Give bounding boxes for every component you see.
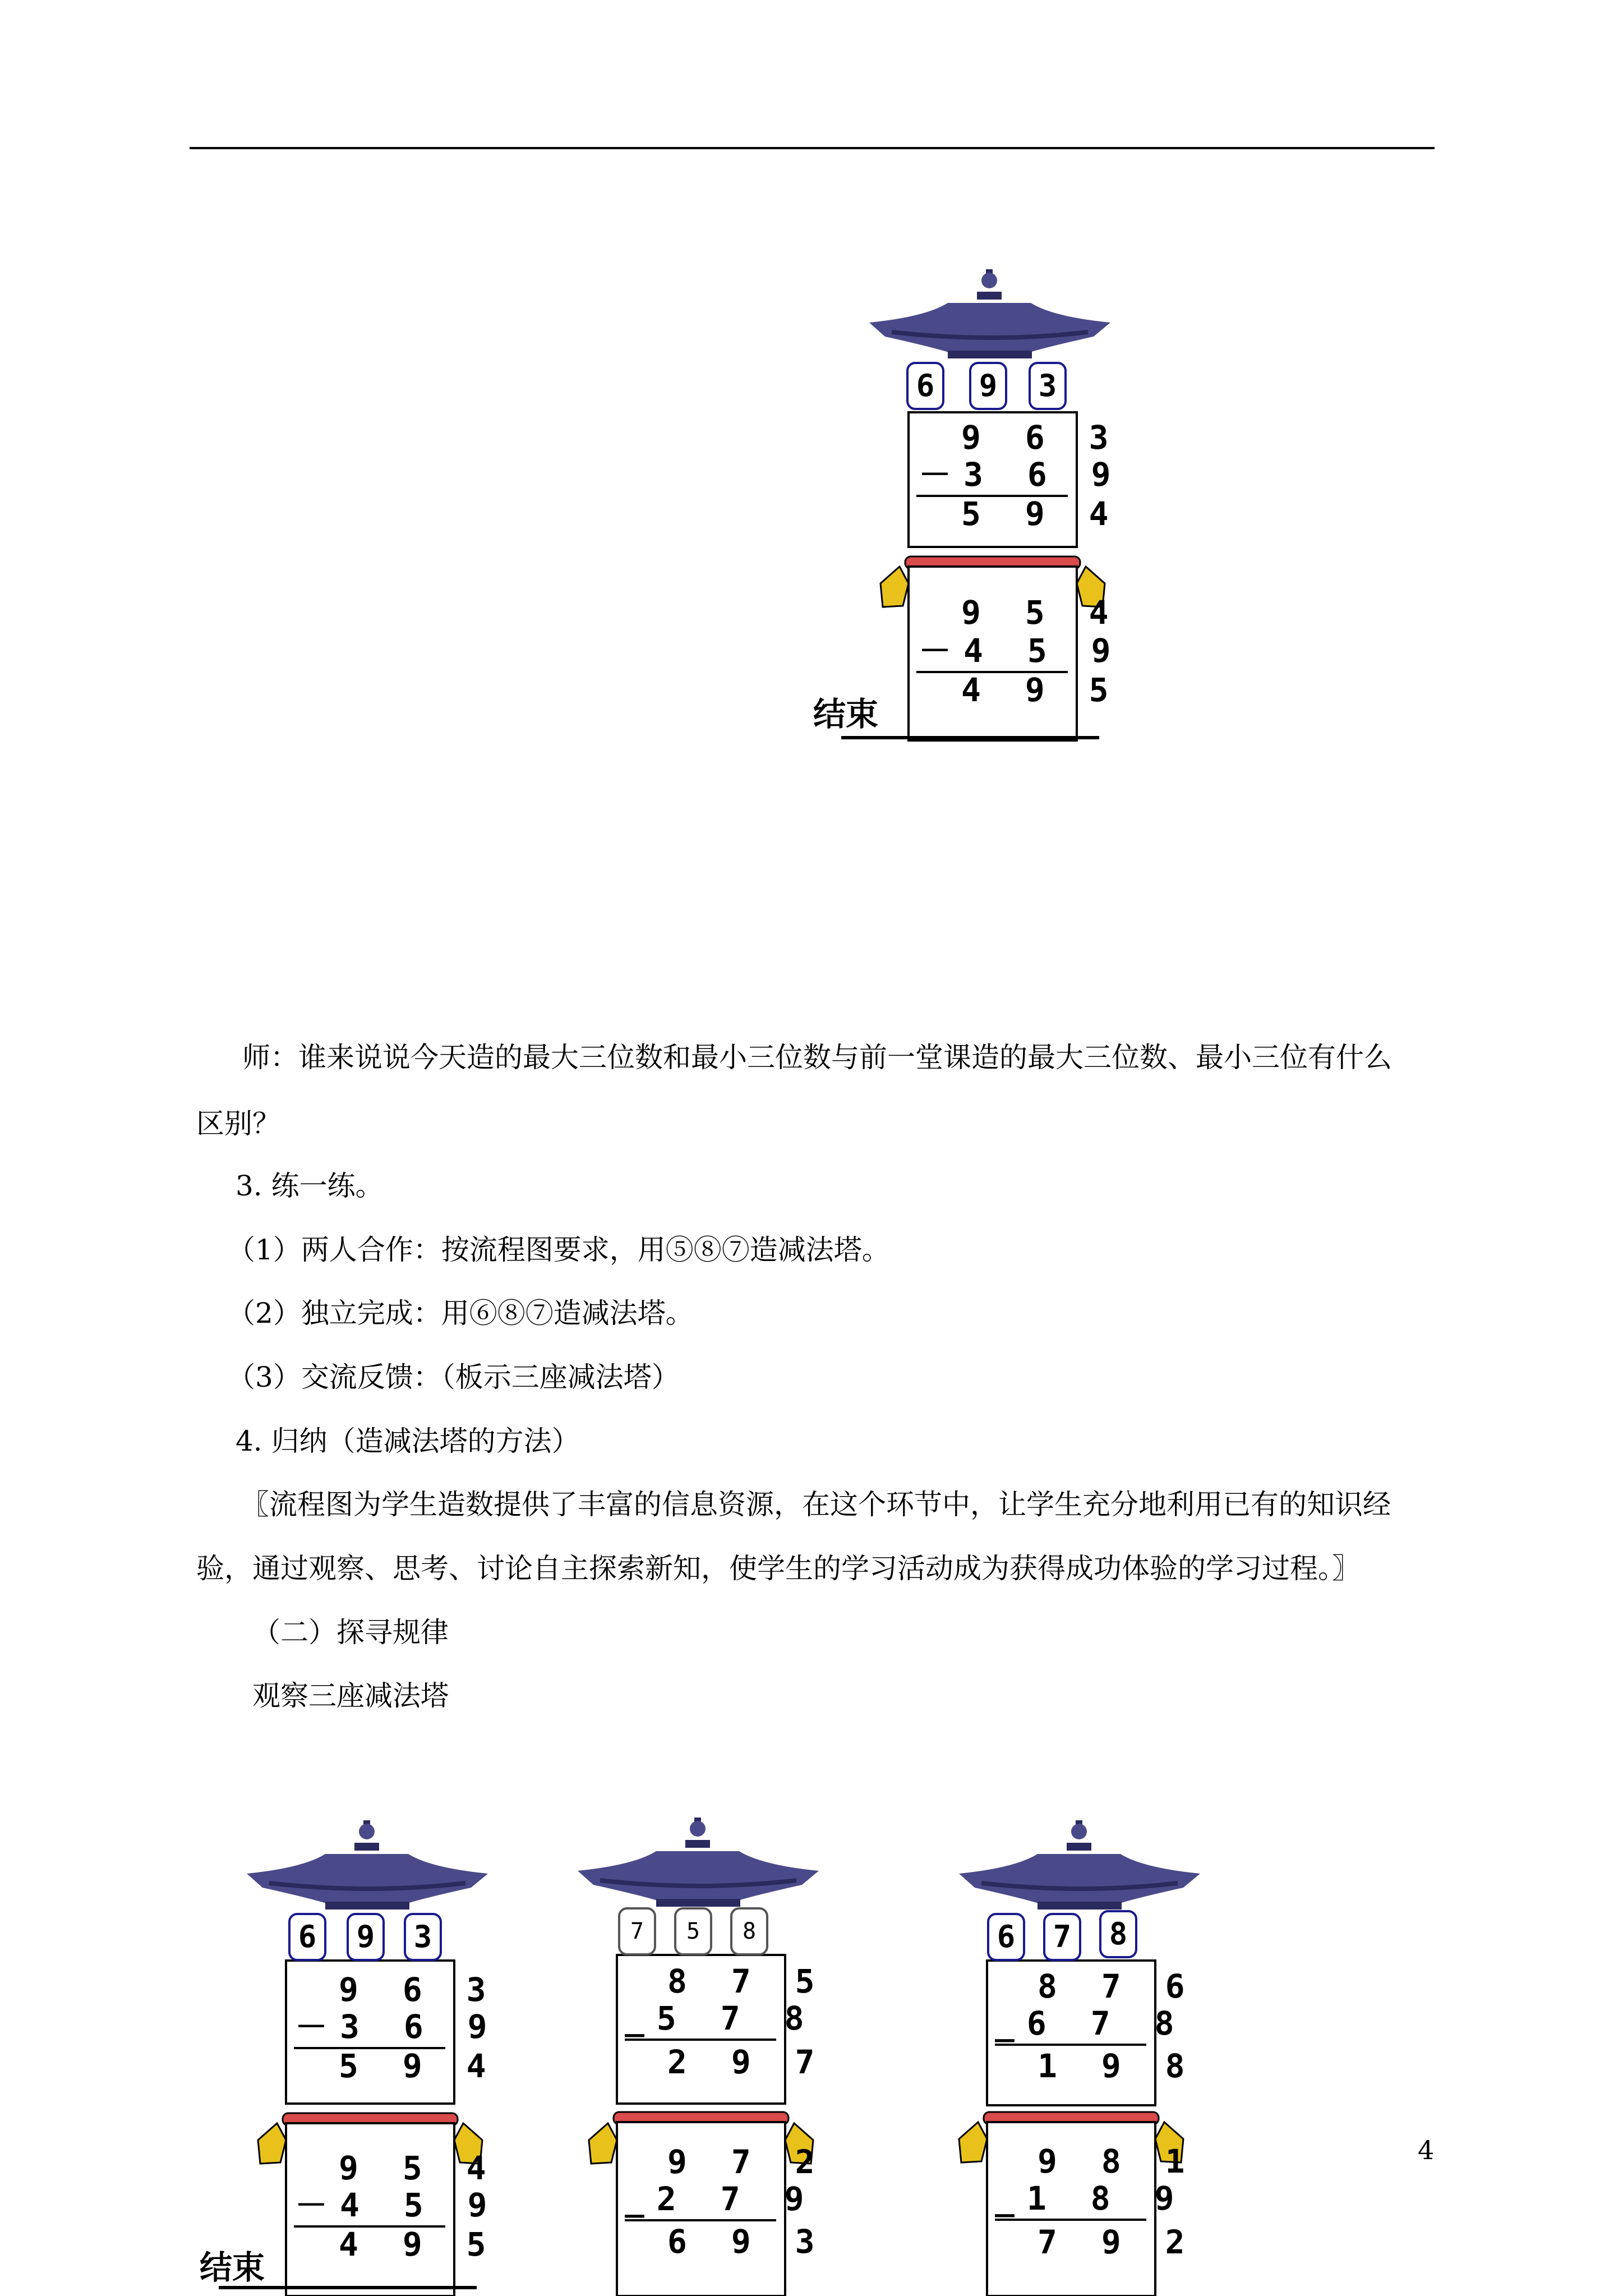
digit-box: 3 — [404, 1913, 442, 1961]
paragraph: 验，通过观察、思考、讨论自主探索新知，使学生的学习活动成为获得成功体验的学习过程。〗 — [196, 1552, 1360, 1585]
subtrahend: _1 8 9 — [995, 2179, 1187, 2217]
paragraph: 〖流程图为学生造数提供了丰富的信息资源，在这个环节中，让学生充分地利用已有的知识经 — [241, 1488, 1391, 1521]
subtraction-tower-3 — [948, 1820, 1217, 2296]
digit-box: 9 — [969, 362, 1007, 410]
subtrahend: _2 7 9 — [625, 2180, 817, 2218]
digit-box: 7 — [618, 1907, 656, 1955]
subtraction-tower-1 — [200, 1820, 505, 2296]
calc-rule — [995, 2044, 1146, 2046]
difference: 4 9 5 — [961, 671, 1121, 709]
minuend: 9 5 4 — [339, 2149, 499, 2187]
paragraph: 4. 归纳（造减法塔的方法） — [236, 1425, 580, 1457]
paragraph: 师：谁来说说今天造的最大三位数和最小三位数与前一堂课造的最大三位数、最小三位有什么 — [242, 1041, 1392, 1074]
page-number: 4 — [1418, 2135, 1435, 2165]
difference: 7 9 2 — [1038, 2223, 1197, 2261]
paragraph: （3）交流反馈：（板示三座减法塔） — [227, 1361, 680, 1393]
subtrahend: －4 5 9 — [295, 2186, 500, 2224]
paragraph: （1）两人合作：按流程图要求，用⑤⑧⑦造减法塔。 — [227, 1234, 890, 1266]
end-label: 结束 — [813, 695, 879, 733]
difference: 1 9 8 — [1038, 2047, 1197, 2085]
digit-box: 6 — [906, 362, 944, 410]
subtrahend: －3 6 9 — [919, 455, 1123, 494]
calc-rule — [995, 2219, 1146, 2221]
paragraph: （2）独立完成：用⑥⑧⑦造减法塔。 — [227, 1297, 694, 1329]
difference: 5 9 4 — [339, 2047, 499, 2085]
difference: 2 9 7 — [667, 2043, 827, 2081]
subtrahend: _5 7 8 — [625, 1999, 817, 2037]
difference: 5 9 4 — [961, 495, 1121, 533]
minuend: 9 8 1 — [1038, 2142, 1197, 2180]
minuend: 9 5 4 — [961, 593, 1121, 632]
paragraph: 观察三座减法塔 — [252, 1680, 449, 1712]
paragraph: 3. 练一练。 — [236, 1170, 384, 1202]
calc-rule — [625, 2039, 776, 2041]
subtraction-tower-top — [813, 269, 1127, 752]
end-label: 结束 — [200, 2248, 265, 2286]
digit-box: 6 — [288, 1913, 326, 1961]
paragraph: 区别？ — [196, 1107, 280, 1140]
digit-box: 8 — [730, 1907, 768, 1955]
subtraction-tower-2 — [566, 1818, 836, 2296]
section-heading: （二）探寻规律 — [252, 1616, 449, 1649]
minuend: 9 6 3 — [339, 1971, 499, 2009]
digit-box: 8 — [1099, 1910, 1137, 1958]
subtrahend: －4 5 9 — [919, 632, 1123, 670]
digit-box: 9 — [347, 1913, 385, 1961]
minuend: 9 6 3 — [961, 418, 1121, 457]
difference: 6 9 3 — [667, 2223, 827, 2261]
digit-box: 7 — [1043, 1913, 1081, 1961]
subtrahend: _6 7 8 — [995, 2004, 1187, 2042]
digit-box: 6 — [987, 1913, 1025, 1961]
digit-box: 5 — [674, 1907, 712, 1955]
calc-rule — [625, 2219, 776, 2221]
header-rule — [190, 147, 1435, 149]
digit-box: 3 — [1029, 362, 1067, 410]
subtrahend: －3 6 9 — [295, 2008, 500, 2046]
minuend: 8 7 6 — [1038, 1967, 1197, 2005]
difference: 4 9 5 — [339, 2225, 499, 2263]
minuend: 8 7 5 — [667, 1962, 827, 2000]
minuend: 9 7 2 — [667, 2143, 827, 2181]
